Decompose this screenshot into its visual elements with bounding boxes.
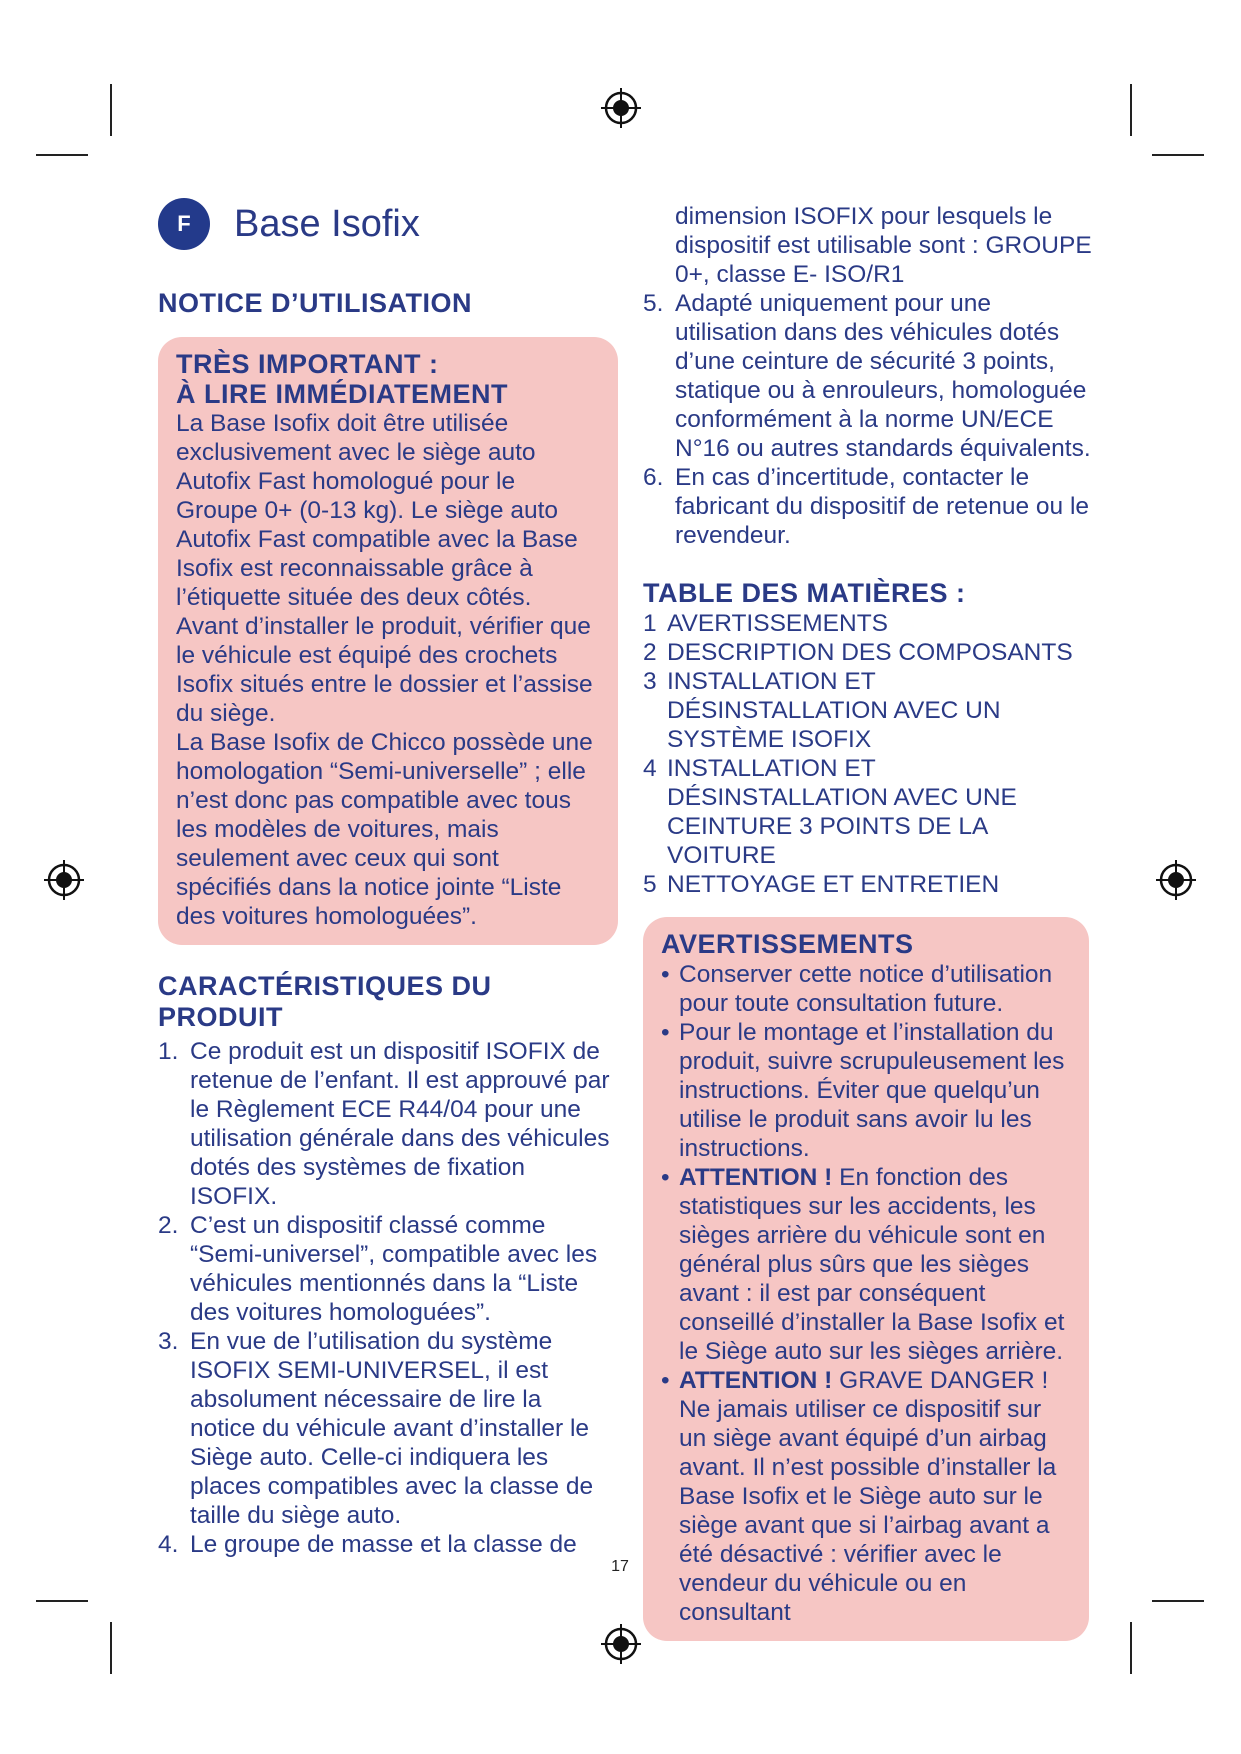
list-item: 4. Le groupe de masse et la classe de — [158, 1531, 577, 1558]
table-of-contents — [643, 609, 1098, 899]
important-title: TRÈS IMPORTANT : — [176, 349, 439, 379]
language-badge: F — [158, 198, 210, 250]
list-item: • ATTENTION ! GRAVE DANGER ! Ne jamais utiliser ce dispositif sur un siège avant équipé d’un airbag avant. Il n’est possible d’installer la Base Isofix et le Siège auto sur le siège avant que si l’airbag avant a été désactivé : vérifier avec le vendeur du véhicule ou en consultant — [661, 1367, 1057, 1626]
crop-mark — [1152, 1600, 1204, 1602]
crop-mark — [1130, 1622, 1132, 1674]
toc-item[interactable]: 2 DESCRIPTION DES COMPOSANTS — [643, 639, 1073, 666]
registration-mark-icon — [1154, 858, 1198, 902]
toc-item[interactable]: 1 AVERTISSEMENTS — [643, 610, 889, 637]
page-number: 17 — [611, 1558, 629, 1575]
crop-mark — [1130, 84, 1132, 136]
toc-heading: TABLE DES MATIÈRES : — [643, 578, 966, 608]
right-column — [643, 202, 1098, 1641]
important-subtitle: À LIRE IMMÉDIATEMENT — [176, 379, 508, 409]
toc-item[interactable]: 3 INSTALLATION ET DÉSINSTALLATION AVEC UN SYSTÈME ISOFIX — [643, 668, 1001, 753]
crop-mark — [36, 154, 88, 156]
registration-mark-icon — [599, 1622, 643, 1666]
list-item: • ATTENTION ! En fonction des statistiques sur les accidents, les sièges arrière du véhicule sont en général plus sûrs que les sièges avant : il est par conséquent conseillé d’installer la Base Isofix et le Siège auto sur les sièges arrière. — [661, 1164, 1065, 1365]
paragraph: La Base Isofix de Chicco possède une homologation “Semi-universelle” ; elle n’est donc pas compatible avec tous les modèles de voitures, mais seulement avec ceux qui sont spécifiés dans la notice jointe “Liste des voitures homologuées”. — [176, 729, 593, 930]
registration-mark-icon — [599, 86, 643, 130]
important-text — [176, 409, 600, 931]
list-item: 1. Ce produit est un dispositif ISOFIX de retenue de l’enfant. Il est approuvé par le Règlement ECE R44/04 pour une utilisation générale dans des véhicules dotés des systèmes de fixation ISOFIX. — [158, 1038, 610, 1210]
list-item: 6. En cas d’incertitude, contacter le fabricant du dispositif de retenue ou le revendeur. — [643, 464, 1090, 549]
crop-mark — [110, 84, 112, 136]
characteristics-continued: dimension ISOFIX pour lesquels le dispositif est utilisable sont : GROUPE 0+, classe E- ISO/R1 — [675, 203, 1092, 288]
crop-mark — [36, 1600, 88, 1602]
notice-heading: NOTICE D’UTILISATION — [158, 288, 472, 318]
characteristics-list-continued — [643, 289, 1098, 550]
list-item: • Pour le montage et l’installation du produit, suivre scrupuleusement les instructions. Éviter que quelqu’un utilise le produit sans avoir lu les instructions. — [661, 1019, 1065, 1162]
registration-mark-icon — [42, 858, 86, 902]
list-item: • Conserver cette notice d’utilisation pour toute consultation future. — [661, 961, 1053, 1017]
page-header — [158, 180, 618, 268]
crop-mark — [110, 1622, 112, 1674]
crop-mark — [1152, 154, 1204, 156]
list-item: 3. En vue de l’utilisation du système ISOFIX SEMI-UNIVERSEL, il est absolument nécessaire de lire la notice du véhicule avant d’installer le Siège auto. Celle-ci indiquera les places compatibles avec la classe de taille du siège auto. — [158, 1328, 594, 1529]
important-box — [158, 337, 618, 945]
left-column — [158, 180, 618, 1559]
warnings-heading: AVERTISSEMENTS — [661, 929, 914, 959]
characteristics-list — [158, 1037, 613, 1559]
toc-item[interactable]: 5 NETTOYAGE ET ENTRETIEN — [643, 871, 1000, 898]
page-title: Base Isofix — [234, 202, 420, 245]
warnings-box — [643, 917, 1089, 1641]
list-item: 2. C’est un dispositif classé comme “Semi-universel”, compatible avec les véhicules mentionnés dans la “Liste des voitures homologuées”. — [158, 1212, 598, 1326]
paragraph: Avant d’installer le produit, vérifier que le véhicule est équipé des crochets Isofix situés entre le dossier et l’assise du siège. — [176, 613, 593, 727]
warnings-list — [661, 960, 1071, 1627]
characteristics-heading: CARACTÉRISTIQUES DU PRODUIT — [158, 971, 492, 1032]
list-item: 5. Adapté uniquement pour une utilisation dans des véhicules dotés d’une ceinture de sécurité 3 points, statique ou à enrouleurs, homologuée conformément à la norme UN/ECE N°16 ou autres standards équivalents. — [643, 290, 1091, 462]
toc-item[interactable]: 4 INSTALLATION ET DÉSINSTALLATION AVEC UNE CEINTURE 3 POINTS DE LA VOITURE — [643, 755, 1017, 869]
paragraph: La Base Isofix doit être utilisée exclusivement avec le siège auto Autofix Fast homologué pour le Groupe 0+ (0-13 kg). Le siège auto Autofix Fast compatible avec la Base Isofix est reconnaissable grâce à l’étiquette située des deux côtés. — [176, 410, 578, 611]
